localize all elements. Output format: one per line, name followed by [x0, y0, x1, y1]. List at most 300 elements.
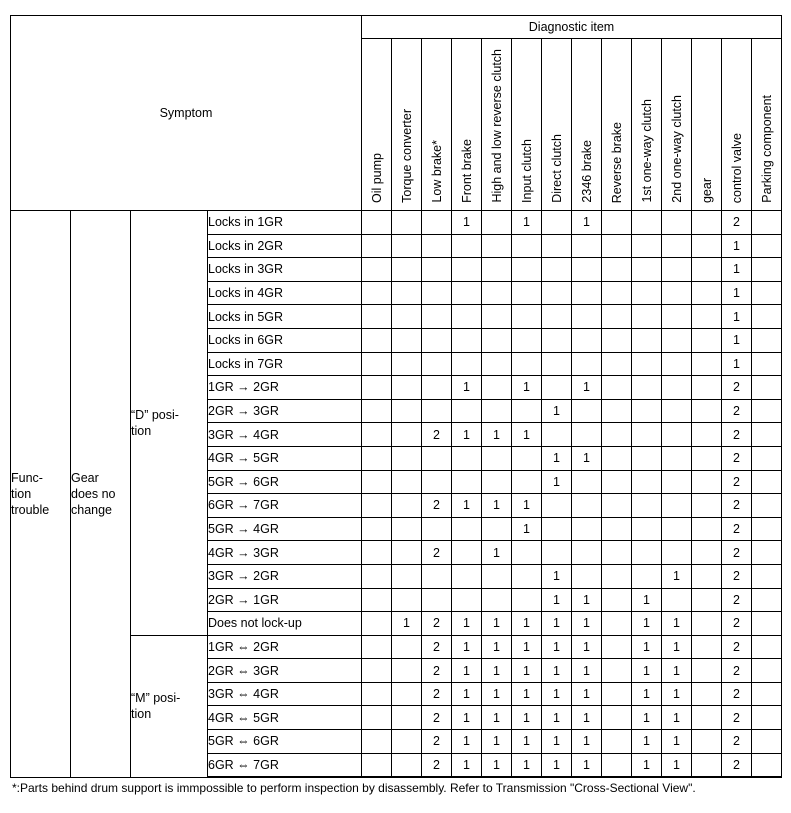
value-cell	[692, 352, 722, 376]
value-cell	[362, 423, 392, 447]
value-cell	[572, 234, 602, 258]
value-cell	[452, 541, 482, 565]
value-cell	[392, 258, 422, 282]
value-cell	[482, 376, 512, 400]
value-cell	[422, 258, 452, 282]
diagnostic-item-header-cell	[392, 39, 422, 211]
value-cell	[752, 753, 782, 777]
value-cell	[752, 399, 782, 423]
function-trouble-cell	[11, 211, 71, 778]
gear-does-no-change-cell-label: Gear does no change	[71, 470, 116, 517]
symptom-cell: 6GR ⇔ 7GR	[208, 753, 362, 777]
value-cell	[452, 564, 482, 588]
value-cell	[362, 612, 392, 636]
diagnostic-item-header-cell	[362, 39, 392, 211]
value-cell	[602, 352, 632, 376]
value-cell	[662, 588, 692, 612]
symptom-cell: Locks in 3GR	[208, 258, 362, 282]
value-cell	[542, 305, 572, 329]
symptom-cell: Locks in 1GR	[208, 211, 362, 235]
value-cell	[512, 541, 542, 565]
diagnostic-item-header-cell	[422, 39, 452, 211]
value-cell	[392, 399, 422, 423]
value-cell	[392, 706, 422, 730]
value-cell: 1	[572, 682, 602, 706]
value-cell	[692, 706, 722, 730]
value-cell	[362, 376, 392, 400]
value-cell	[392, 446, 422, 470]
diagnostic-item-header-cell	[632, 39, 662, 211]
value-cell: 1	[662, 612, 692, 636]
value-cell: 1	[482, 730, 512, 754]
value-cell	[392, 659, 422, 683]
value-cell	[422, 564, 452, 588]
value-cell: 1	[572, 612, 602, 636]
diagnostic-item-header-cell	[542, 39, 572, 211]
diagnostic-item-label: Parking component	[759, 95, 774, 203]
value-cell: 2	[722, 541, 752, 565]
value-cell	[392, 305, 422, 329]
d-position-cell	[131, 211, 208, 636]
value-cell	[452, 352, 482, 376]
value-cell	[452, 517, 482, 541]
symptom-cell: Does not lock-up	[208, 612, 362, 636]
value-cell: 2	[722, 659, 752, 683]
value-cell	[752, 423, 782, 447]
value-cell	[692, 470, 722, 494]
value-cell	[422, 352, 452, 376]
value-cell	[752, 541, 782, 565]
symptom-cell: 5GR ⇔ 6GR	[208, 730, 362, 754]
value-cell	[362, 352, 392, 376]
value-cell	[662, 494, 692, 518]
value-cell	[362, 541, 392, 565]
symptom-cell: 3GR ⇔ 4GR	[208, 682, 362, 706]
symptom-cell: 1GR ⇔ 2GR	[208, 635, 362, 659]
value-cell: 2	[722, 682, 752, 706]
value-cell	[632, 376, 662, 400]
value-cell	[392, 541, 422, 565]
value-cell: 2	[722, 588, 752, 612]
value-cell: 2	[722, 399, 752, 423]
value-cell: 1	[572, 376, 602, 400]
diagnostic-item-label: gear	[699, 177, 714, 203]
value-cell: 2	[422, 682, 452, 706]
value-cell	[482, 564, 512, 588]
value-cell	[392, 517, 422, 541]
diagnostic-item-label: Oil pump	[369, 152, 384, 203]
value-cell	[692, 682, 722, 706]
value-cell: 1	[452, 612, 482, 636]
value-cell	[452, 470, 482, 494]
value-cell: 1	[542, 659, 572, 683]
value-cell	[482, 517, 512, 541]
value-cell: 1	[632, 635, 662, 659]
value-cell: 1	[632, 753, 662, 777]
value-cell	[482, 211, 512, 235]
value-cell: 1	[482, 635, 512, 659]
value-cell	[512, 588, 542, 612]
diagnostic-item-label: 1st one-way clutch	[639, 99, 654, 203]
value-cell	[752, 258, 782, 282]
diagnostic-item-header-cell	[482, 39, 512, 211]
value-cell: 1	[512, 753, 542, 777]
value-cell: 1	[662, 682, 692, 706]
value-cell	[662, 352, 692, 376]
value-cell	[692, 258, 722, 282]
value-cell	[362, 470, 392, 494]
value-cell	[752, 635, 782, 659]
value-cell: 1	[542, 588, 572, 612]
value-cell	[392, 281, 422, 305]
value-cell: 1	[512, 376, 542, 400]
value-cell	[512, 281, 542, 305]
value-cell	[482, 399, 512, 423]
value-cell	[632, 564, 662, 588]
value-cell	[512, 305, 542, 329]
value-cell	[482, 470, 512, 494]
value-cell: 1	[722, 352, 752, 376]
value-cell	[572, 281, 602, 305]
value-cell: 1	[662, 753, 692, 777]
symptom-cell: Locks in 7GR	[208, 352, 362, 376]
value-cell: 1	[482, 753, 512, 777]
value-cell: 2	[722, 494, 752, 518]
value-cell	[662, 541, 692, 565]
value-cell	[572, 494, 602, 518]
value-cell	[362, 659, 392, 683]
value-cell	[572, 517, 602, 541]
symptom-cell: 3GR → 4GR	[208, 423, 362, 447]
value-cell	[572, 399, 602, 423]
value-cell: 1	[722, 305, 752, 329]
value-cell: 1	[542, 399, 572, 423]
value-cell: 1	[452, 494, 482, 518]
symptom-cell: 3GR → 2GR	[208, 564, 362, 588]
value-cell	[362, 281, 392, 305]
diagnostic-item-label: 2nd one-way clutch	[669, 95, 684, 203]
value-cell	[362, 305, 392, 329]
value-cell	[542, 517, 572, 541]
value-cell	[362, 564, 392, 588]
value-cell	[752, 494, 782, 518]
value-cell	[662, 517, 692, 541]
diagnostic-item-header-cell	[602, 39, 632, 211]
value-cell	[542, 352, 572, 376]
symptom-cell: Locks in 6GR	[208, 328, 362, 352]
value-cell	[572, 328, 602, 352]
value-cell	[482, 258, 512, 282]
value-cell	[752, 588, 782, 612]
value-cell	[512, 399, 542, 423]
value-cell: 1	[512, 706, 542, 730]
value-cell	[422, 517, 452, 541]
value-cell	[542, 258, 572, 282]
value-cell	[392, 682, 422, 706]
value-cell	[392, 588, 422, 612]
value-cell	[512, 328, 542, 352]
value-cell	[542, 234, 572, 258]
value-cell: 1	[452, 753, 482, 777]
value-cell	[662, 234, 692, 258]
value-cell	[572, 423, 602, 447]
value-cell	[602, 659, 632, 683]
symptom-cell: Locks in 2GR	[208, 234, 362, 258]
value-cell: 1	[572, 635, 602, 659]
value-cell	[542, 376, 572, 400]
value-cell: 1	[572, 753, 602, 777]
value-cell	[692, 612, 722, 636]
value-cell	[392, 352, 422, 376]
value-cell	[392, 753, 422, 777]
value-cell	[752, 682, 782, 706]
value-cell	[482, 281, 512, 305]
value-cell	[632, 281, 662, 305]
value-cell	[662, 281, 692, 305]
value-cell	[362, 730, 392, 754]
value-cell	[392, 328, 422, 352]
value-cell	[362, 399, 392, 423]
function-trouble-cell-label: Func- tion trouble	[11, 470, 50, 517]
value-cell	[632, 399, 662, 423]
value-cell	[572, 470, 602, 494]
value-cell	[512, 564, 542, 588]
value-cell	[632, 541, 662, 565]
value-cell: 1	[662, 706, 692, 730]
value-cell: 2	[422, 753, 452, 777]
value-cell: 1	[572, 706, 602, 730]
value-cell	[422, 211, 452, 235]
symptom-cell: 5GR → 6GR	[208, 470, 362, 494]
value-cell	[542, 494, 572, 518]
value-cell: 1	[482, 659, 512, 683]
value-cell	[362, 494, 392, 518]
value-cell	[662, 423, 692, 447]
value-cell	[392, 635, 422, 659]
symptom-cell: 1GR → 2GR	[208, 376, 362, 400]
value-cell	[692, 328, 722, 352]
diagnostic-item-label: High and low reverse clutch	[489, 49, 504, 203]
value-cell	[692, 588, 722, 612]
value-cell: 2	[422, 541, 452, 565]
value-cell: 2	[422, 635, 452, 659]
value-cell	[512, 234, 542, 258]
value-cell: 1	[392, 612, 422, 636]
value-cell	[482, 588, 512, 612]
value-cell	[692, 281, 722, 305]
value-cell: 1	[512, 682, 542, 706]
value-cell: 2	[722, 423, 752, 447]
value-cell	[632, 328, 662, 352]
value-cell: 1	[512, 423, 542, 447]
value-cell: 1	[542, 706, 572, 730]
value-cell: 2	[422, 730, 452, 754]
value-cell	[602, 305, 632, 329]
value-cell: 1	[572, 588, 602, 612]
diagnostic-item-label: 2346 brake	[579, 140, 594, 203]
value-cell	[692, 659, 722, 683]
value-cell: 2	[722, 211, 752, 235]
value-cell	[662, 211, 692, 235]
diagnostic-item-header-cell	[662, 39, 692, 211]
value-cell	[482, 328, 512, 352]
value-cell	[452, 234, 482, 258]
value-cell: 1	[512, 635, 542, 659]
value-cell: 1	[452, 376, 482, 400]
value-cell	[602, 258, 632, 282]
value-cell: 2	[422, 612, 452, 636]
value-cell	[662, 305, 692, 329]
value-cell: 1	[632, 659, 662, 683]
value-cell	[602, 376, 632, 400]
value-cell	[362, 753, 392, 777]
value-cell	[692, 635, 722, 659]
value-cell: 1	[542, 730, 572, 754]
value-cell: 1	[662, 635, 692, 659]
value-cell	[542, 328, 572, 352]
value-cell: 1	[452, 682, 482, 706]
value-cell: 1	[512, 730, 542, 754]
value-cell	[602, 328, 632, 352]
value-cell: 1	[572, 659, 602, 683]
value-cell	[572, 258, 602, 282]
value-cell	[512, 258, 542, 282]
value-cell	[602, 281, 632, 305]
value-cell: 1	[632, 588, 662, 612]
value-cell: 1	[542, 612, 572, 636]
value-cell	[572, 305, 602, 329]
value-cell: 1	[662, 659, 692, 683]
diagnostic-item-header-cell	[722, 39, 752, 211]
value-cell	[632, 494, 662, 518]
diagnostic-item-header: Diagnostic item	[362, 16, 782, 39]
diagnostic-item-header-cell	[452, 39, 482, 211]
value-cell	[452, 588, 482, 612]
value-cell	[602, 682, 632, 706]
value-cell: 2	[422, 423, 452, 447]
value-cell	[392, 211, 422, 235]
value-cell	[512, 470, 542, 494]
value-cell	[752, 305, 782, 329]
symptom-cell: 4GR → 3GR	[208, 541, 362, 565]
value-cell	[632, 470, 662, 494]
value-cell: 1	[452, 635, 482, 659]
diagnostic-item-header-cell	[752, 39, 782, 211]
value-cell: 1	[542, 682, 572, 706]
value-cell	[662, 376, 692, 400]
value-cell	[632, 446, 662, 470]
symptom-cell: 6GR → 7GR	[208, 494, 362, 518]
value-cell	[692, 753, 722, 777]
value-cell: 1	[482, 682, 512, 706]
value-cell	[602, 517, 632, 541]
value-cell: 1	[452, 706, 482, 730]
symptom-cell: 5GR → 4GR	[208, 517, 362, 541]
value-cell	[632, 305, 662, 329]
value-cell	[482, 446, 512, 470]
value-cell: 1	[482, 541, 512, 565]
value-cell	[422, 305, 452, 329]
value-cell	[662, 399, 692, 423]
value-cell: 1	[722, 234, 752, 258]
value-cell	[752, 706, 782, 730]
value-cell	[362, 234, 392, 258]
value-cell: 2	[722, 730, 752, 754]
value-cell: 1	[632, 706, 662, 730]
value-cell: 1	[572, 446, 602, 470]
value-cell	[392, 423, 422, 447]
value-cell	[602, 753, 632, 777]
value-cell: 1	[542, 753, 572, 777]
value-cell	[602, 446, 632, 470]
value-cell	[392, 730, 422, 754]
value-cell	[452, 399, 482, 423]
m-position-cell-label: “M” posi- tion	[131, 691, 181, 722]
diagnostic-item-label: Low brake*	[429, 140, 444, 203]
diagnostic-item-header-cell	[512, 39, 542, 211]
value-cell	[692, 234, 722, 258]
value-cell	[422, 399, 452, 423]
value-cell	[632, 517, 662, 541]
value-cell: 1	[572, 211, 602, 235]
value-cell	[752, 517, 782, 541]
value-cell: 1	[722, 281, 752, 305]
value-cell	[602, 470, 632, 494]
value-cell	[692, 494, 722, 518]
value-cell: 2	[722, 517, 752, 541]
value-cell	[572, 564, 602, 588]
value-cell: 1	[452, 211, 482, 235]
value-cell	[602, 494, 632, 518]
value-cell	[692, 446, 722, 470]
value-cell: 2	[722, 753, 752, 777]
value-cell	[662, 470, 692, 494]
value-cell	[752, 564, 782, 588]
symptom-cell: 4GR ⇔ 5GR	[208, 706, 362, 730]
diagnostic-item-label: control valve	[729, 132, 744, 203]
value-cell	[512, 446, 542, 470]
value-cell	[422, 234, 452, 258]
value-cell: 1	[512, 659, 542, 683]
value-cell	[632, 234, 662, 258]
value-cell	[692, 423, 722, 447]
symptom-cell: 2GR → 3GR	[208, 399, 362, 423]
value-cell	[752, 328, 782, 352]
value-cell: 1	[542, 470, 572, 494]
value-cell: 1	[482, 423, 512, 447]
value-cell: 2	[722, 470, 752, 494]
value-cell: 2	[722, 635, 752, 659]
diagnostic-item-label: Front brake	[459, 139, 474, 203]
value-cell	[632, 258, 662, 282]
value-cell	[392, 564, 422, 588]
value-cell	[602, 564, 632, 588]
table-row	[11, 211, 782, 235]
value-cell	[572, 541, 602, 565]
diagnostic-item-label: Reverse brake	[609, 121, 624, 203]
diagnostic-table	[10, 15, 782, 778]
value-cell	[752, 446, 782, 470]
value-cell: 1	[572, 730, 602, 754]
value-cell	[362, 635, 392, 659]
value-cell: 1	[452, 659, 482, 683]
value-cell	[752, 234, 782, 258]
value-cell	[602, 706, 632, 730]
value-cell	[692, 376, 722, 400]
symptom-cell: 2GR ⇔ 3GR	[208, 659, 362, 683]
value-cell	[362, 517, 392, 541]
value-cell	[422, 470, 452, 494]
